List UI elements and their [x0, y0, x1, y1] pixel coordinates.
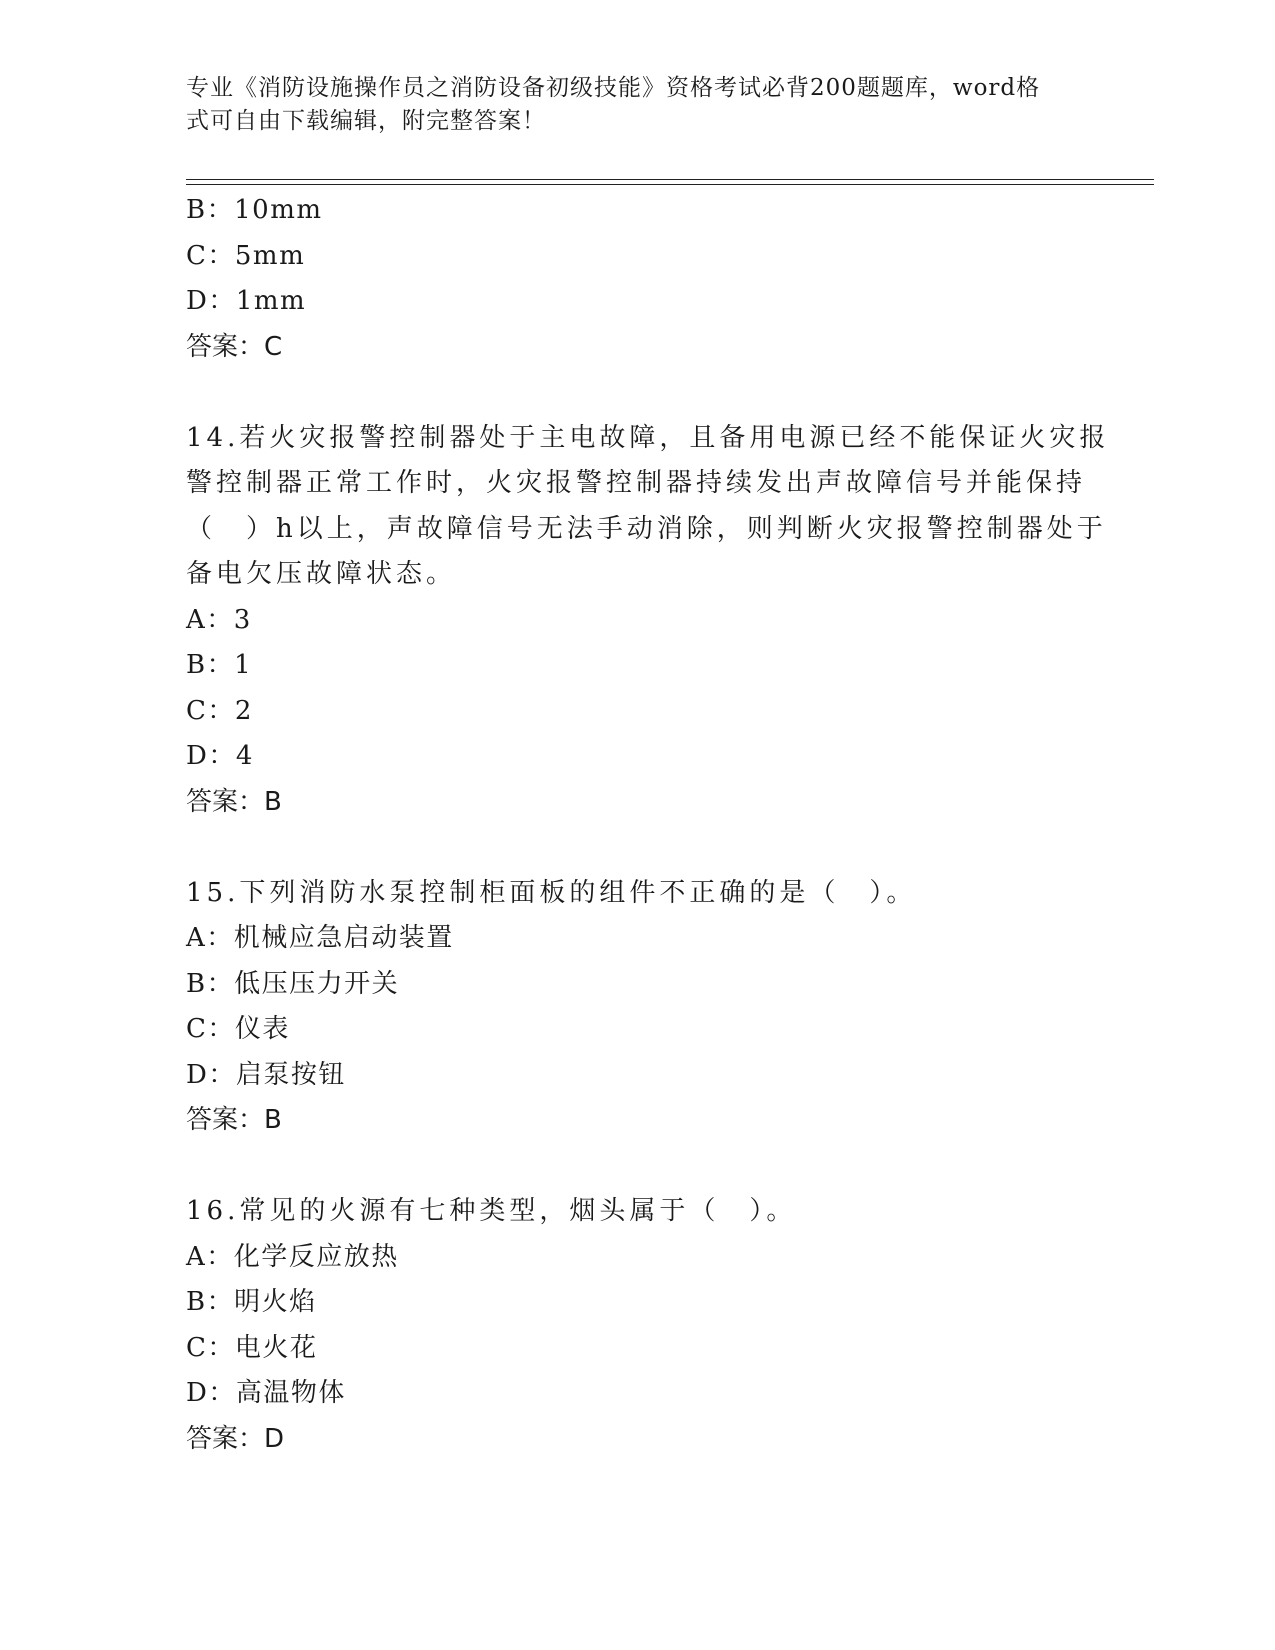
option-d: D：4	[186, 741, 254, 771]
option-a: A：机械应急启动装置	[186, 923, 454, 953]
option-c: C：5mm	[186, 240, 306, 271]
question-stem: 15.下列消防水泵控制柜面板的组件不正确的是（ ）。	[186, 877, 917, 908]
answer: 答案：C	[186, 331, 283, 362]
question-15	[186, 871, 1086, 1144]
option-c: C：2	[186, 695, 253, 726]
header-rule-top	[186, 179, 1154, 180]
question-content	[186, 188, 1110, 1462]
option-d: D：1mm	[186, 286, 307, 316]
option-d: D：启泵按钮	[186, 1059, 346, 1090]
answer: 答案：D	[186, 1423, 285, 1454]
option-a: A：化学反应放热	[186, 1241, 399, 1272]
option-d: D：高温物体	[186, 1378, 346, 1408]
question-stem: 16.常见的火源有七种类型，烟头属于（ ）。	[186, 1196, 797, 1226]
header-line-2: 式可自由下载编辑，附完整答案！	[186, 108, 546, 134]
question-14	[186, 416, 1110, 826]
header-line-1: 专业《消防设施操作员之消防设备初级技能》资格考试必背200题题库，word格	[186, 75, 1041, 101]
header-rule-bottom	[186, 184, 1154, 185]
option-c: C：仪表	[186, 1014, 290, 1044]
spacer	[186, 825, 1086, 871]
document-header	[186, 72, 1066, 138]
question-16	[186, 1189, 1086, 1462]
question-stem: 警控制器正常工作时，火灾报警控制器持续发出声故障信号并能保持	[186, 468, 1087, 498]
answer: 答案：B	[186, 1105, 282, 1135]
option-b: B：1	[186, 650, 253, 680]
question-stem: 14.若火灾报警控制器处于主电故障，且备用电源已经不能保证火灾报	[186, 422, 1110, 453]
answer: 答案：B	[186, 786, 282, 817]
option-b: B：低压压力开关	[186, 968, 400, 999]
option-b: B：明火焰	[186, 1287, 317, 1317]
option-a: A：3	[186, 604, 252, 635]
spacer	[186, 1144, 1086, 1190]
question-stem: （ ）h以上，声故障信号无法手动消除，则判断火灾报警控制器处于	[186, 513, 1107, 544]
question-stem: 备电欠压故障状态。	[186, 559, 457, 589]
prev-question	[186, 188, 1086, 370]
spacer	[186, 370, 1086, 416]
option-c: C：电火花	[186, 1332, 318, 1363]
option-b: B：10mm	[186, 195, 323, 225]
